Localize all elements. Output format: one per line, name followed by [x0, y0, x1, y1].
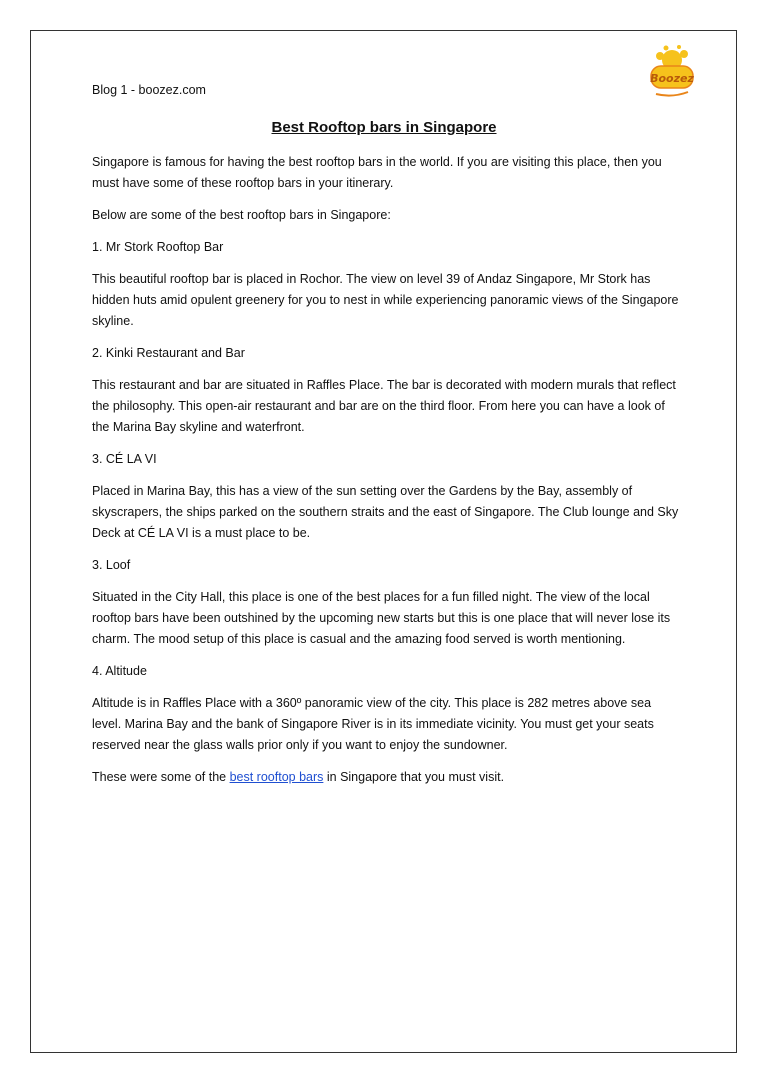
- bar-heading-loof: 3. Loof: [92, 558, 131, 572]
- page-title: Best Rooftop bars in Singapore: [271, 119, 497, 136]
- bar-description-kinki: This restaurant and bar are situated in Raffles Place. The bar is decorated with modern murals that reflect the philosophy. This open-air restaurant and bar are on the third floor. From here you can have a look of the Marina Bay skyline and waterfront.: [92, 378, 676, 434]
- closing-text-after: in Singapore that you must visit.: [323, 770, 505, 784]
- article-body: [92, 152, 682, 799]
- bar-heading-ce-la-vi: 3. CÉ LA VI: [92, 452, 157, 466]
- bar-heading-altitude: 4. Altitude: [92, 664, 147, 678]
- bar-description-mr-stork: This beautiful rooftop bar is placed in Rochor. The view on level 39 of Andaz Singapore, Mr Stork has hidden huts amid opulent greenery for you to nest in while experiencing panoramic views of the Singapore skyline.: [92, 272, 679, 328]
- intro-paragraph: Singapore is famous for having the best rooftop bars in the world. If you are visiting this place, then you must have some of these rooftop bars in your itinerary.: [92, 155, 662, 190]
- closing-text-before: These were some of the: [92, 770, 230, 784]
- best-rooftop-bars-link[interactable]: best rooftop bars: [229, 770, 324, 784]
- boozez-logo: [644, 42, 700, 98]
- list-intro: Below are some of the best rooftop bars in Singapore:: [92, 208, 391, 222]
- bar-heading-mr-stork: 1. Mr Stork Rooftop Bar: [92, 240, 224, 254]
- bar-description-altitude: Altitude is in Raffles Place with a 360º panoramic view of the city. This place is 282 metres above sea level. Marina Bay and the bank of Singapore River is in its immediate vicinity. You must get your seats reserved near the glass walls prior only if you want to enjoy the sundowner.: [92, 696, 654, 752]
- bar-description-ce-la-vi: Placed in Marina Bay, this has a view of the sun setting over the Gardens by the Bay, assembly of skyscrapers, the ships parked on the southern straits and the east of Singapore. The Club lounge and Sky Deck at CÉ LA VI is a must place to be.: [92, 484, 679, 540]
- blog-label: Blog 1 - boozez.com: [92, 83, 206, 97]
- closing-paragraph: [92, 767, 682, 788]
- bar-heading-kinki: 2. Kinki Restaurant and Bar: [92, 346, 245, 360]
- logo-text: Boozez: [650, 72, 694, 85]
- bar-description-loof: Situated in the City Hall, this place is one of the best places for a fun filled night. The view of the local rooftop bars have been outshined by the upcoming new starts but this is one place that will never lose its charm. The mood setup of this place is casual and the amazing food served is worth mentioning.: [92, 590, 671, 646]
